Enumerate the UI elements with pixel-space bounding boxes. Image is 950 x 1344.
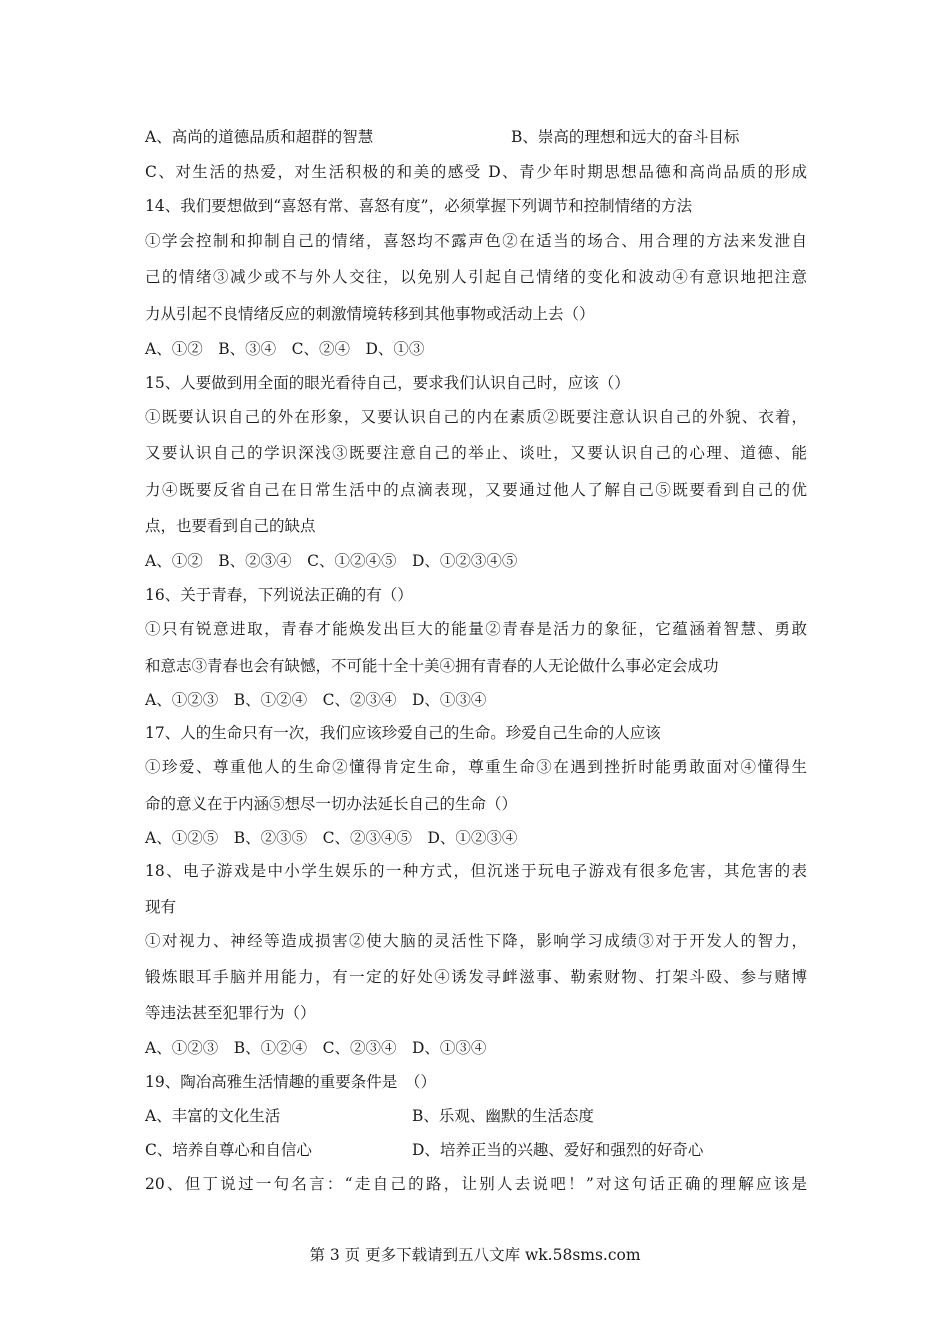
question-18-body: 等违法甚至犯罪行为（）: [145, 1004, 316, 1022]
question-17: 17、人的生命只有一次，我们应该珍爱自己的生命。珍爱自己生命的人应该: [145, 724, 661, 742]
page-footer: 第 3 页 更多下载请到五八文库 wk.58sms.com: [309, 1246, 641, 1264]
question-18-body: 现有: [145, 898, 177, 916]
question-16-body: ①只有锐意进取，青春才能焕发出巨大的能量②青春是活力的象征，它蕴涵着智慧、勇敢: [145, 620, 807, 638]
question-14-body: 己的情绪③减少或不与外人交往，以免别人引起自己情绪的变化和波动④有意识地把注意: [145, 268, 807, 286]
question-15-body: 点，也要看到自己的缺点: [145, 517, 316, 535]
question-18-options: A、①②③ B、①②④ C、②③④ D、①③④: [145, 1039, 487, 1057]
question-16-options: A、①②③ B、①②④ C、②③④ D、①③④: [145, 691, 487, 709]
option-row-13-cd: C、对生活的热爱，对生活积极的和美的感受 D、青少年时期思想品德和高尚品质的形成: [145, 163, 807, 181]
option-a: A、丰富的文化生活: [145, 1107, 281, 1125]
question-15-body: 又要认识自己的学识深浅③既要注意自己的举止、谈吐，又要认识自己的心理、道德、能: [145, 444, 807, 462]
question-15-body: ①既要认识自己的外在形象，又要认识自己的内在素质②既要注意认识自己的外貌、衣着，: [145, 408, 807, 426]
question-15-options: A、①② B、②③④ C、①②④⑤ D、①②③④⑤: [145, 552, 518, 570]
question-17-body: 命的意义在于内涵⑤想尽一切办法延长自己的生命（）: [145, 795, 518, 813]
question-15: 15、人要做到用全面的眼光看待自己，要求我们认识自己时，应该（）: [145, 374, 630, 392]
question-18-body: ①对视力、神经等造成损害②使大脑的灵活性下降，影响学习成绩③对于开发人的智力，: [145, 932, 807, 950]
option-b: B、乐观、幽默的生活态度: [412, 1107, 594, 1125]
option-b: B、崇高的理想和远大的奋斗目标: [511, 128, 740, 146]
option-a: A、高尚的道德品质和超群的智慧: [145, 128, 374, 146]
question-17-body: ①珍爱、尊重他人的生命②懂得肯定生命，尊重生命③在遇到挫折时能勇敢面对④懂得生: [145, 758, 807, 776]
question-16-body: 和意志③青春也会有缺憾，不可能十全十美④拥有青春的人无论做什么事必定会成功: [145, 657, 719, 675]
question-14-body: 力从引起不良情绪反应的刺激情境转移到其他事物或活动上去（）: [145, 305, 595, 323]
question-14-options: A、①② B、③④ C、②④ D、①③: [145, 340, 425, 358]
option-d: D、培养正当的兴趣、爱好和强烈的好奇心: [412, 1141, 704, 1159]
option-c: C、培养自尊心和自信心: [145, 1141, 312, 1159]
question-17-options: A、①②⑤ B、②③⑤ C、②③④⑤ D、①②③④: [145, 829, 518, 847]
question-18: 18、电子游戏是中小学生娱乐的一种方式，但沉迷于玩电子游戏有很多危害，其危害的表: [145, 862, 807, 880]
question-15-body: 力④既要反省自己在日常生活中的点滴表现，又要通过他人了解自己⑤既要看到自己的优: [145, 481, 807, 499]
question-16: 16、关于青春，下列说法正确的有（）: [145, 586, 413, 604]
question-19: 19、陶冶高雅生活情趣的重要条件是 （）: [145, 1073, 436, 1091]
question-14: 14、我们要想做到“喜怒有常、喜怒有度”，必须掌握下列调节和控制情绪的方法: [145, 197, 693, 215]
question-14-body: ①学会控制和抑制自己的情绪，喜怒均不露声色②在适当的场合、用合理的方法来发泄自: [145, 232, 807, 250]
question-18-body: 锻炼眼耳手脑并用能力，有一定的好处④诱发寻衅滋事、勒索财物、打架斗殴、参与赌博: [145, 968, 807, 986]
question-20: 20、但丁说过一句名言：“走自己的路，让别人去说吧！”对这句话正确的理解应该是: [145, 1175, 807, 1193]
